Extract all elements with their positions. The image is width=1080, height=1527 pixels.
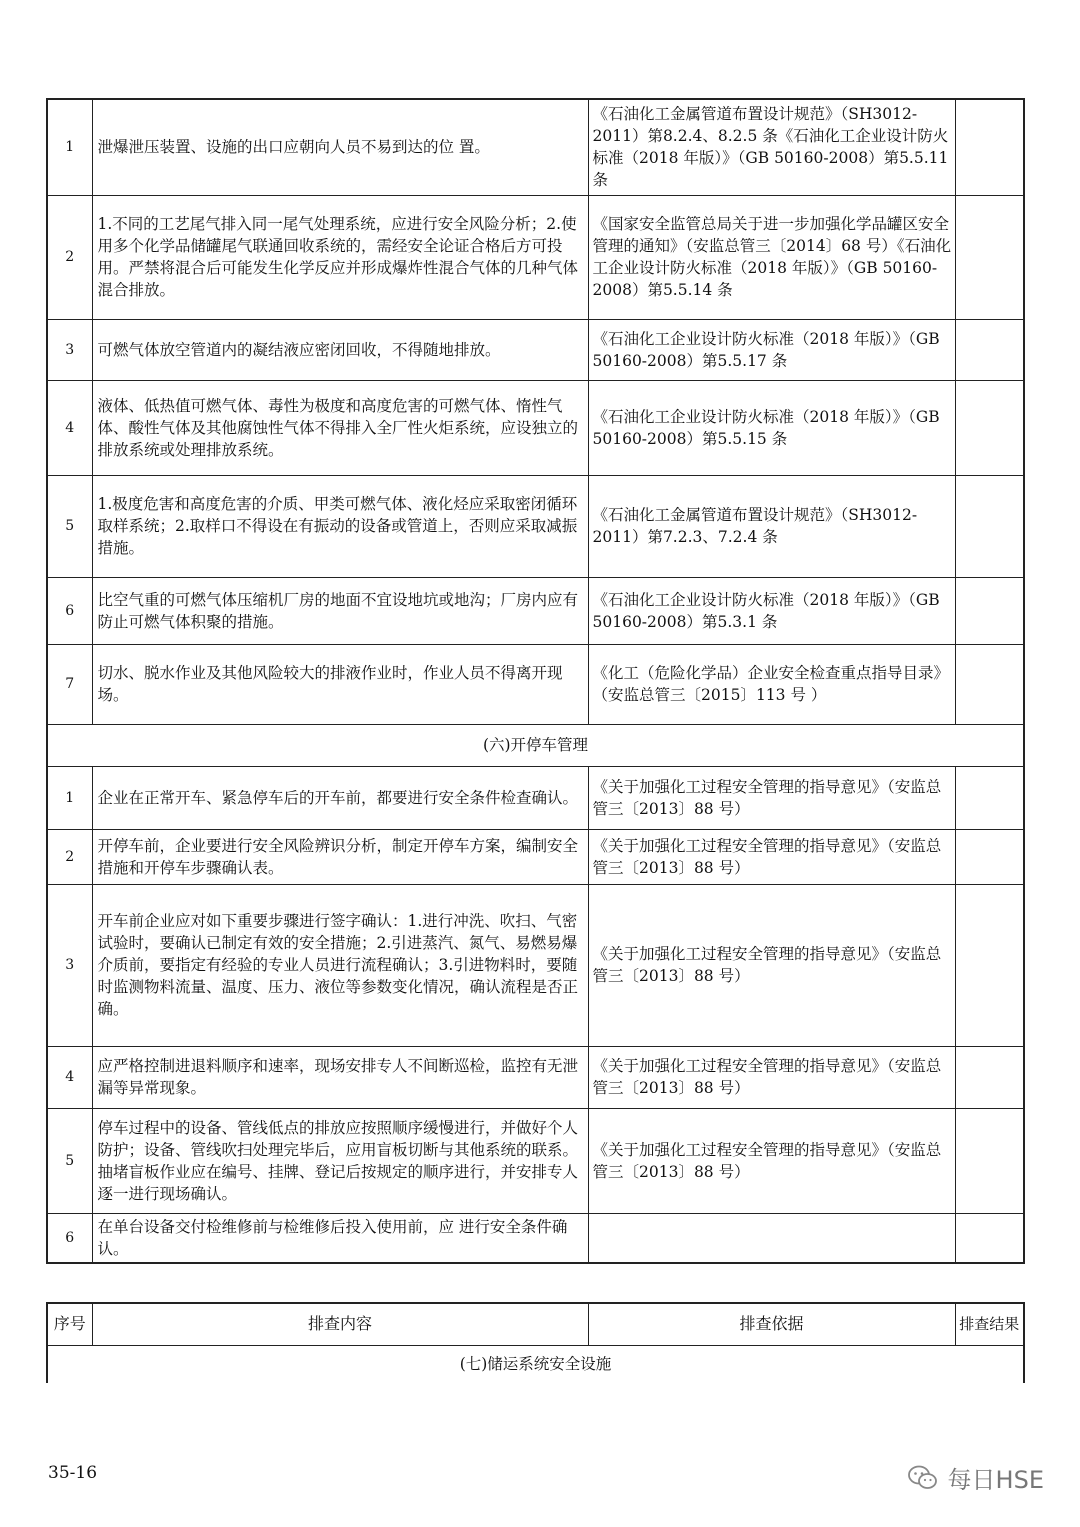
check-result-cell[interactable] (955, 1213, 1024, 1263)
check-content: 1.不同的工艺尾气排入同一尾气处理系统，应进行安全风险分析；2.使用多个化学品储罐尾气联通回收系统的，需经安全论证合格后方可投用。严禁将混合后可能发生化学反应并形成爆炸性混合气体的几种气体混合排放。 (92, 195, 588, 319)
table-row (47, 884, 1024, 1046)
table-row (47, 319, 1024, 380)
check-content: 泄爆泄压装置、设施的出口应朝向人员不易到达的位 置。 (92, 99, 588, 195)
row-number: 7 (47, 644, 92, 724)
check-content: 停车过程中的设备、管线低点的排放应按照顺序缓慢进行，并做好个人防护；设备、管线吹扫处理完毕后，应用盲板切断与其他系统的联系。抽堵盲板作业应在编号、挂牌、登记后按规定的顺序进行，并安排专人逐一进行现场确认。 (92, 1108, 588, 1213)
check-result-cell[interactable] (955, 1046, 1024, 1108)
check-basis: 《国家安全监管总局关于进一步加强化学品罐区安全管理的通知》（安监总管三〔2014〕68 号）《石油化工企业设计防火标准（2018 年版）》（GB 50160-2008）第5.5.14 条 (588, 195, 955, 319)
check-content: 开车前企业应对如下重要步骤进行签字确认：1.进行冲洗、吹扫、气密试验时，要确认已制定有效的安全措施；2.引进蒸汽、氮气、易燃易爆介质前，要指定有经验的专业人员进行流程确认；3.引进物料时，要随时监测物料流量、温度、压力、液位等参数变化情况，确认流程是否正确。 (92, 884, 588, 1046)
row-number: 5 (47, 1108, 92, 1213)
check-basis: 《石油化工企业设计防火标准（2018 年版）》（GB 50160-2008）第5.5.17 条 (588, 319, 955, 380)
row-number: 3 (47, 884, 92, 1046)
row-number: 2 (47, 195, 92, 319)
check-result-cell[interactable] (955, 380, 1024, 475)
row-number: 5 (47, 475, 92, 577)
check-result-cell[interactable] (955, 644, 1024, 724)
check-content: 企业在正常开车、紧急停车后的开车前，都要进行安全条件检查确认。 (92, 766, 588, 829)
table-row (47, 1108, 1024, 1213)
check-result-cell[interactable] (955, 99, 1024, 195)
table-row (47, 195, 1024, 319)
check-basis: 《关于加强化工过程安全管理的指导意见》（安监总管三〔2013〕88 号） (588, 829, 955, 884)
table-row (47, 644, 1024, 724)
check-content: 液体、低热值可燃气体、毒性为极度和高度危害的可燃气体、惰性气体、酸性气体及其他腐蚀性气体不得排入全厂性火炬系统，应设独立的排放系统或处理排放系统。 (92, 380, 588, 475)
row-number: 1 (47, 99, 92, 195)
check-basis: 《关于加强化工过程安全管理的指导意见》（安监总管三〔2013〕88 号） (588, 1108, 955, 1213)
table-row (47, 99, 1024, 195)
row-number: 2 (47, 829, 92, 884)
check-content: 1.极度危害和高度危害的介质、甲类可燃气体、液化烃应采取密闭循环取样系统；2.取样口不得设在有振动的设备或管道上，否则应采取减振措施。 (92, 475, 588, 577)
check-basis (588, 1213, 955, 1263)
section-title: (六)开停车管理 (47, 724, 1024, 766)
section-row (47, 1345, 1024, 1383)
check-basis: 《石油化工金属管道布置设计规范》（SH3012-2011）第8.2.4、8.2.5 条《石油化工企业设计防火标准（2018 年版）》（GB 50160-2008）第5.5.11 条 (588, 99, 955, 195)
row-number: 6 (47, 577, 92, 644)
check-content: 可燃气体放空管道内的凝结液应密闭回收，不得随地排放。 (92, 319, 588, 380)
row-number: 4 (47, 1046, 92, 1108)
check-result-cell[interactable] (955, 766, 1024, 829)
header-result: 排查结果 (955, 1303, 1024, 1345)
header-seq: 序号 (47, 1303, 92, 1345)
check-result-cell[interactable] (955, 884, 1024, 1046)
check-result-cell[interactable] (955, 195, 1024, 319)
section-row (47, 724, 1024, 766)
check-basis: 《关于加强化工过程安全管理的指导意见》（安监总管三〔2013〕88 号） (588, 766, 955, 829)
check-basis: 《关于加强化工过程安全管理的指导意见》（安监总管三〔2013〕88 号） (588, 884, 955, 1046)
row-number: 3 (47, 319, 92, 380)
section-title: (七)储运系统安全设施 (47, 1345, 1024, 1383)
header-row (47, 1303, 1024, 1345)
header-content: 排查内容 (92, 1303, 588, 1345)
table-row (47, 380, 1024, 475)
check-basis: 《关于加强化工过程安全管理的指导意见》（安监总管三〔2013〕88 号） (588, 1046, 955, 1108)
checklist-table (46, 98, 1025, 1264)
table-row (47, 766, 1024, 829)
watermark-text: 每日HSE (947, 1466, 1044, 1494)
check-basis: 《石油化工企业设计防火标准（2018 年版）》（GB 50160-2008）第5.3.1 条 (588, 577, 955, 644)
page-number: 35-16 (48, 1463, 98, 1483)
wechat-icon (908, 1465, 938, 1491)
table-row (47, 829, 1024, 884)
row-number: 6 (47, 1213, 92, 1263)
check-content: 应严格控制进退料顺序和速率，现场安排专人不间断巡检，监控有无泄漏等异常现象。 (92, 1046, 588, 1108)
table-row (47, 577, 1024, 644)
row-number: 1 (47, 766, 92, 829)
next-page-table (46, 1302, 1025, 1383)
check-content: 切水、脱水作业及其他风险较大的排液作业时，作业人员不得离开现场。 (92, 644, 588, 724)
check-result-cell[interactable] (955, 577, 1024, 644)
check-content: 开停车前，企业要进行安全风险辨识分析，制定开停车方案，编制安全措施和开停车步骤确认表。 (92, 829, 588, 884)
check-result-cell[interactable] (955, 1108, 1024, 1213)
check-basis: 《石油化工金属管道布置设计规范》（SH3012-2011）第7.2.3、7.2.4 条 (588, 475, 955, 577)
check-result-cell[interactable] (955, 475, 1024, 577)
check-result-cell[interactable] (955, 319, 1024, 380)
check-content: 比空气重的可燃气体压缩机厂房的地面不宜设地坑或地沟；厂房内应有防止可燃气体积聚的措施。 (92, 577, 588, 644)
check-result-cell[interactable] (955, 829, 1024, 884)
table-row (47, 475, 1024, 577)
row-number: 4 (47, 380, 92, 475)
check-content: 在单台设备交付检维修前与检维修后投入使用前，应 进行安全条件确认。 (92, 1213, 588, 1263)
check-basis: 《石油化工企业设计防火标准（2018 年版）》（GB 50160-2008）第5.5.15 条 (588, 380, 955, 475)
table-row (47, 1046, 1024, 1108)
header-basis: 排查依据 (588, 1303, 955, 1345)
table-row (47, 1213, 1024, 1263)
check-basis: 《化工（危险化学品）企业安全检查重点指导目录》（安监总管三〔2015〕113 号 ） (588, 644, 955, 724)
watermark (908, 1460, 1044, 1495)
